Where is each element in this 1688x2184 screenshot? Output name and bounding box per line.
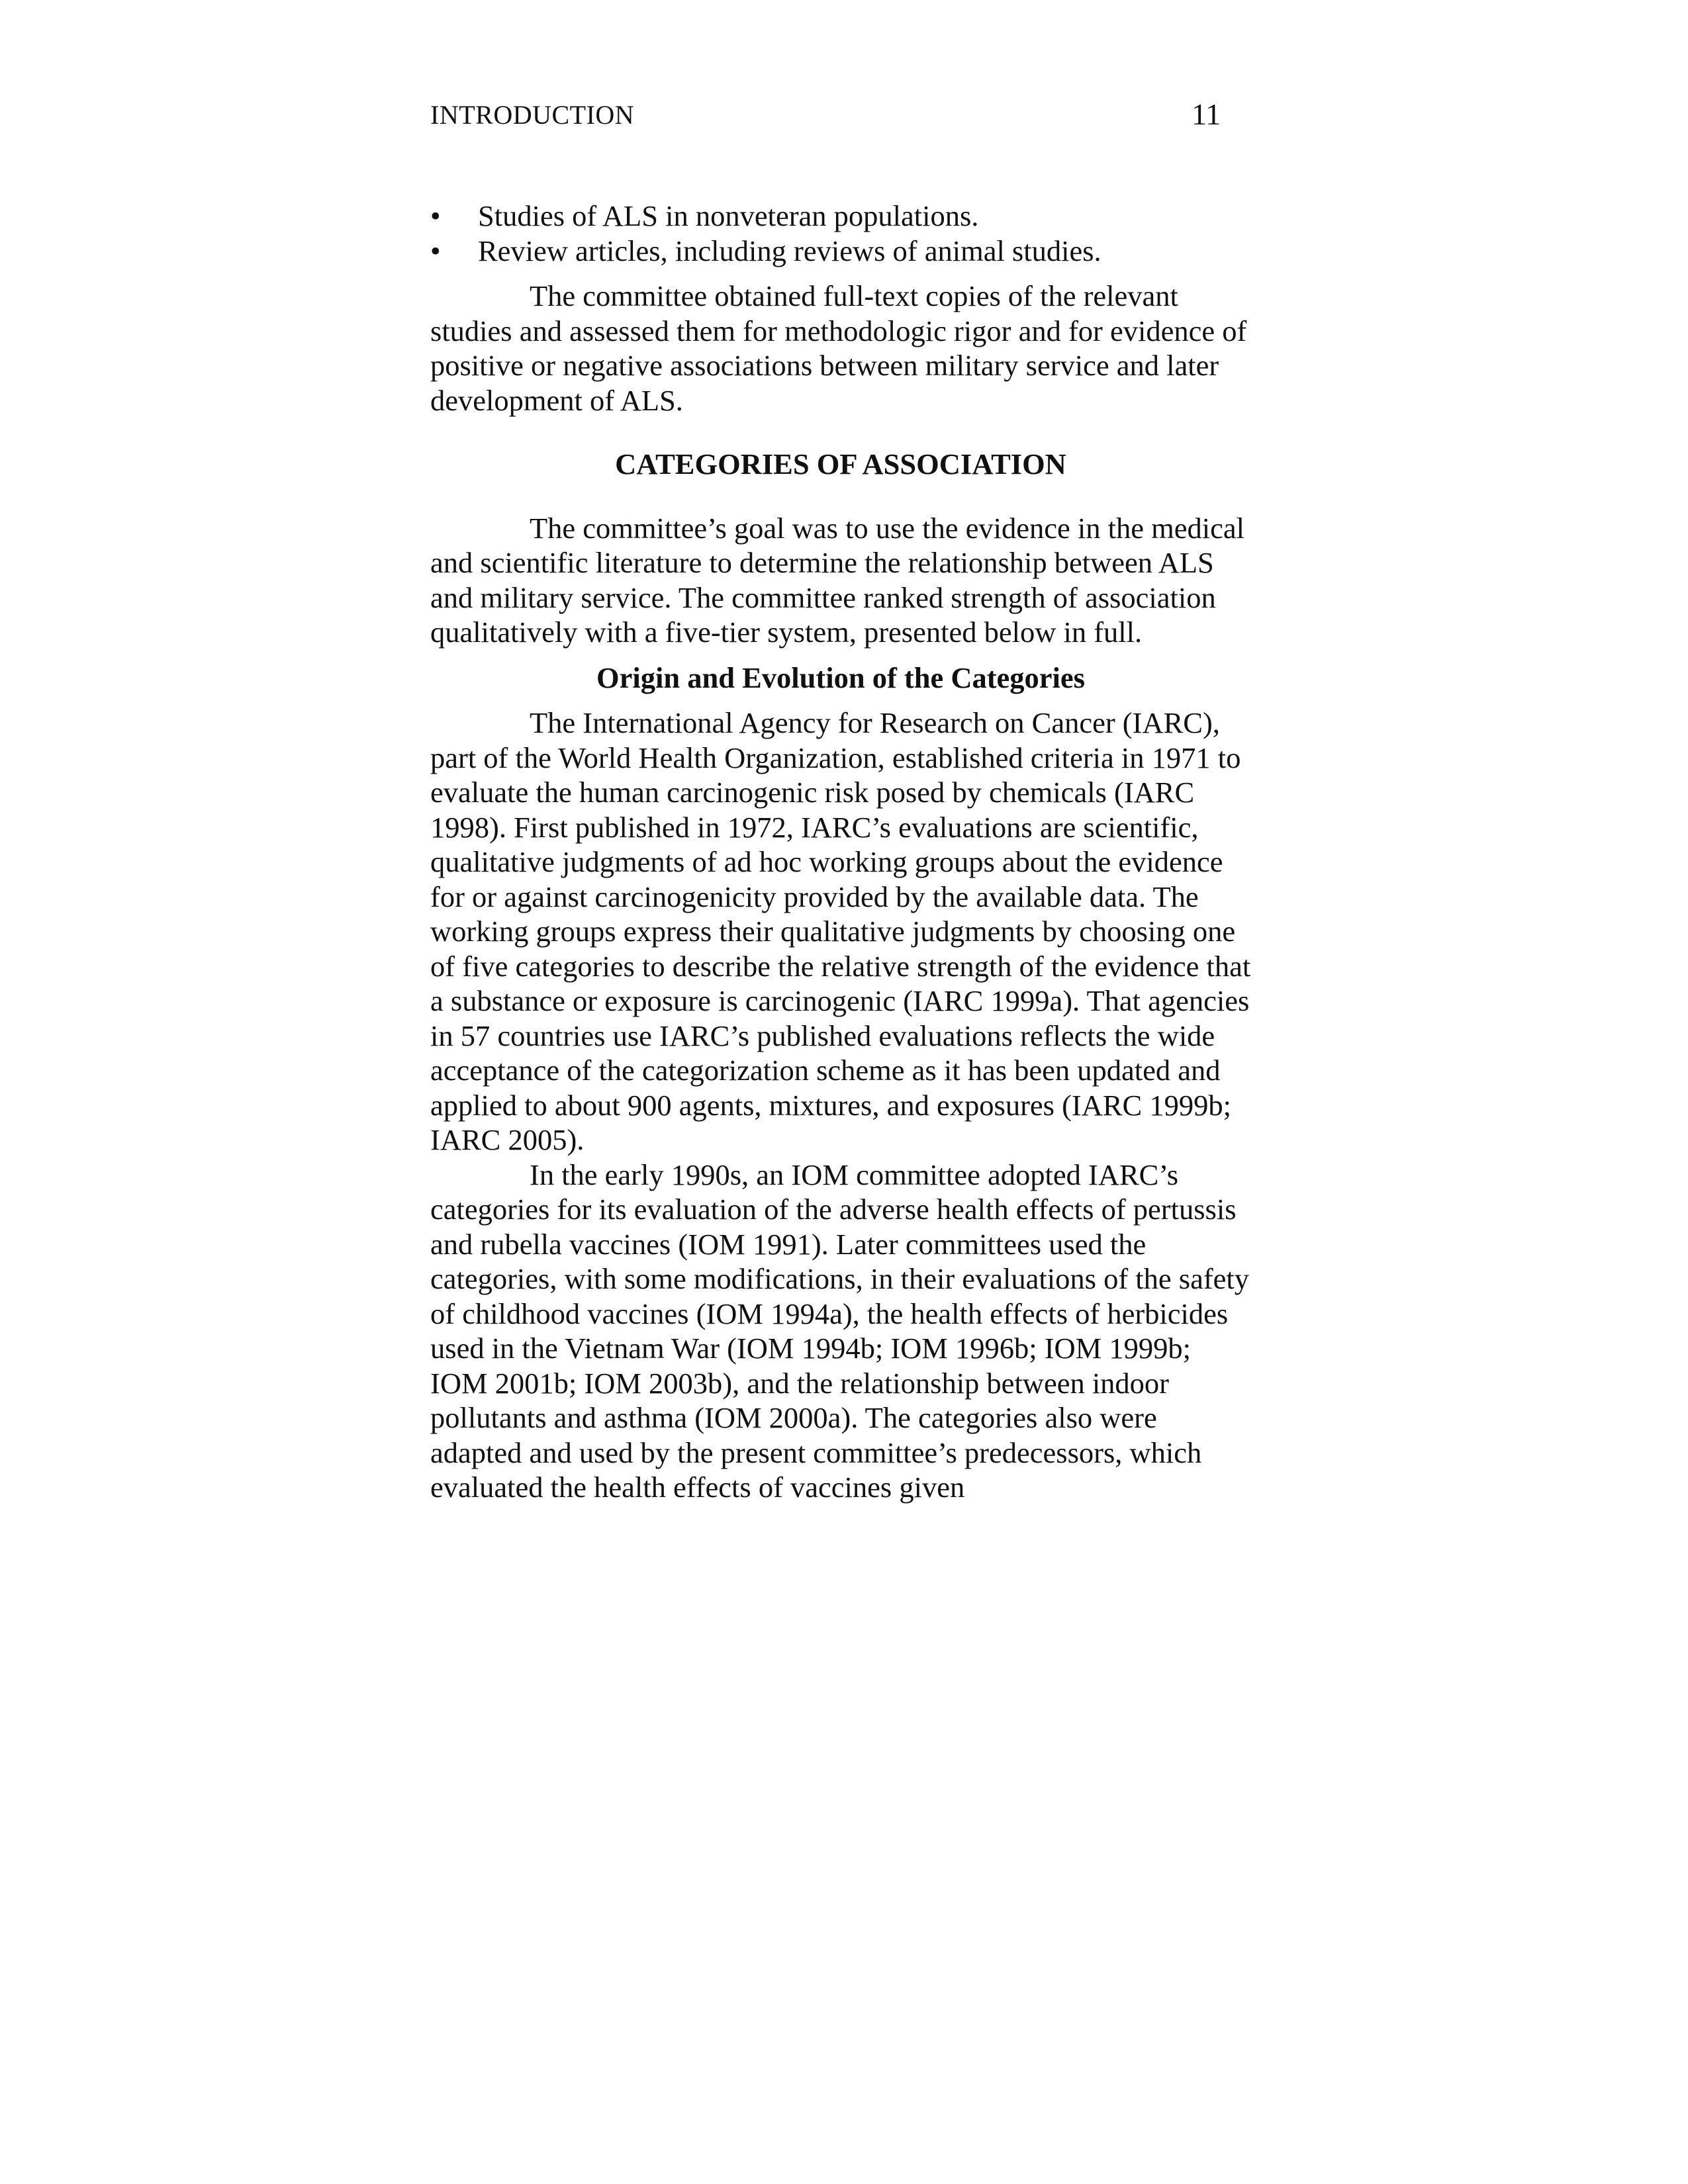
paragraph-iom: In the early 1990s, an IOM committee adopted IARC’s categories for its evaluation of the adverse health effects of pertussis and rubella vaccines (IOM 1991). Later committees used the categories, with some modifications, in their evaluations of the safety of childhood vaccines (IOM 1994a), the health effects of herbicides used in the Vietnam War (IOM 1994b; IOM 1996b; IOM 1999b; IOM 2001b; IOM 2003b), and the relationship between indoor pollutants and asthma (IOM 2000a). The categories also were adapted and used by the present committee’s predecessors, which evaluated the health effects of vaccines given — [430, 1158, 1250, 1504]
page-number: 11 — [1192, 97, 1221, 131]
bullet-list — [430, 199, 1251, 268]
subsection-heading: Origin and Evolution of the Categories — [596, 660, 1085, 694]
list-item-text: Studies of ALS in nonveteran populations. — [478, 199, 979, 232]
page-body — [430, 199, 1251, 1505]
paragraph-goal: The committee’s goal was to use the evidence in the medical and scientific literature to determine the relationship between ALS and military service. The committee ranked strength of association qualitatively with a five-tier system, presented below in full. — [430, 511, 1244, 649]
paragraph-methods: The committee obtained full-text copies of the relevant studies and assessed them for methodologic rigor and for evidence of positive or negative associations between military service and later development of ALS. — [430, 279, 1247, 417]
paragraph-iarc: The International Agency for Research on Cancer (IARC), part of the World Health Organization, established criteria in 1971 to evaluate the human carcinogenic risk posed by chemicals (IARC 1998). First published in 1972, IARC’s evaluations are scientific, qualitative judgments of ad hoc working groups about the evidence for or against carcinogenicity provided by the available data. The working groups express their qualitative judgments by choosing one of five categories to describe the relative strength of the evidence that a substance or exposure is carcinogenic (IARC 1999a). That agencies in 57 countries use IARC’s published evaluations reflects the wide acceptance of the categorization scheme as it has been updated and applied to about 900 agents, mixtures, and exposures (IARC 1999b; IARC 2005). — [430, 706, 1251, 1156]
list-item — [430, 199, 1251, 234]
running-head: INTRODUCTION — [430, 100, 635, 130]
section-heading: CATEGORIES OF ASSOCIATION — [615, 447, 1066, 480]
bullet-icon: • — [430, 234, 441, 267]
list-item — [430, 234, 1251, 269]
bullet-icon: • — [430, 199, 441, 232]
list-item-text: Review articles, including reviews of animal studies. — [478, 234, 1102, 267]
